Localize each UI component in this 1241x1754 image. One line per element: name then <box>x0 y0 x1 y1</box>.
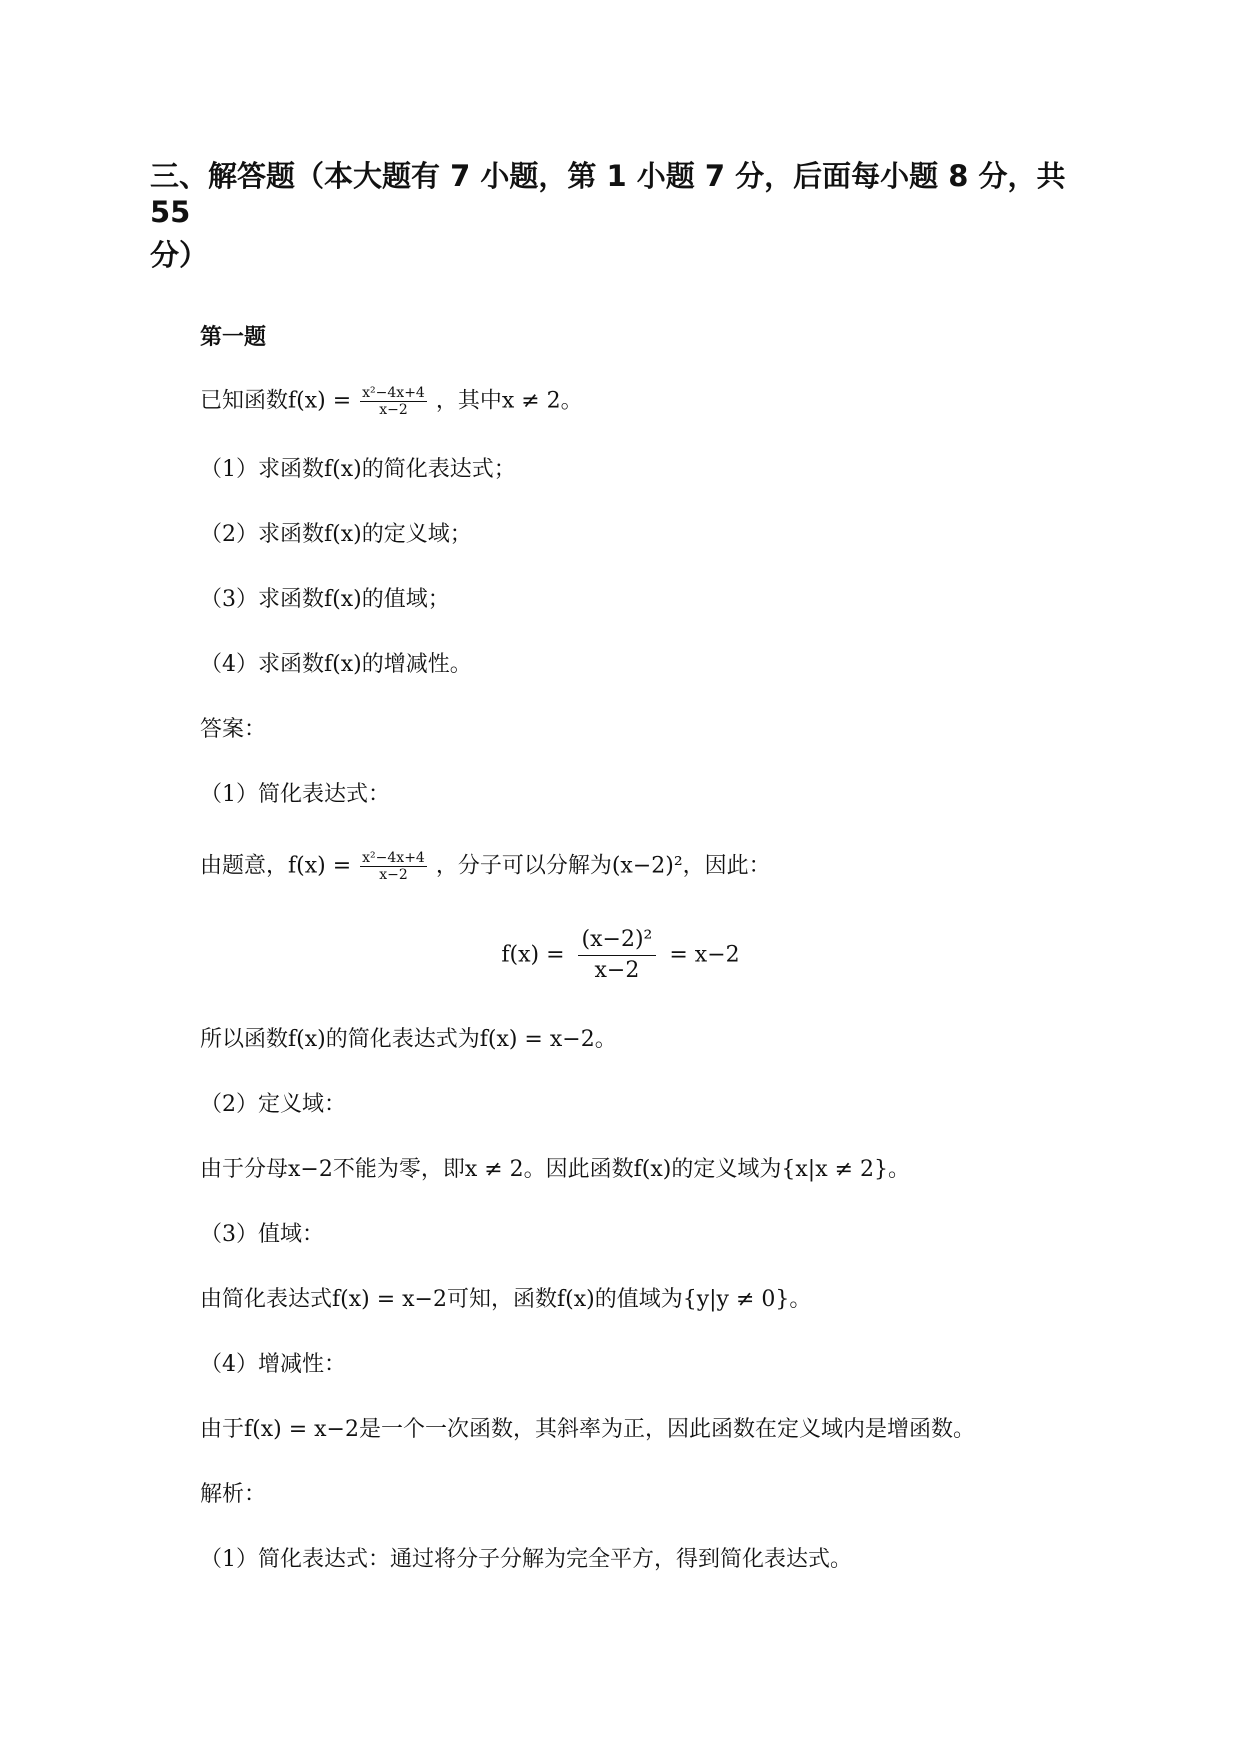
equation-left: f(x) = <box>501 942 565 968</box>
answer-p1-numerator: x²−4x+4 <box>362 850 425 866</box>
equation-fraction <box>578 925 657 986</box>
answer-part1-line <box>200 850 771 883</box>
answer-part4-title: （4）增减性： <box>200 1352 346 1377</box>
answer-part3-title: （3）值域： <box>200 1222 324 1247</box>
intro-numerator: x²−4x+4 <box>362 385 425 401</box>
answer-p1-denominator: x−2 <box>379 867 408 883</box>
intro-suffix: ，其中x ≠ 2。 <box>435 388 583 414</box>
equation-right: = x−2 <box>669 942 740 968</box>
answer-label: 答案： <box>200 717 267 742</box>
section-heading-line2: 分） <box>150 238 209 272</box>
question-title: 第一题 <box>200 325 267 350</box>
answer-part2-text: 由于分母x−2不能为零，即x ≠ 2。因此函数f(x)的定义域为{x|x ≠ 2}。 <box>200 1157 911 1182</box>
answer-part2-title: （2）定义域： <box>200 1092 346 1117</box>
answer-part1-title: （1）简化表达式： <box>200 782 390 807</box>
analysis-part1: （1）简化表达式：通过将分子分解为完全平方，得到简化表达式。 <box>200 1547 852 1572</box>
answer-part4-text: 由于f(x) = x−2是一个一次函数，其斜率为正，因此函数在定义域内是增函数。 <box>200 1417 975 1442</box>
intro-prefix: 已知函数f(x) = <box>200 388 352 414</box>
analysis-label: 解析： <box>200 1482 267 1507</box>
equation-denominator: x−2 <box>594 958 640 983</box>
section-heading-line1: 三、解答题（本大题有 7 小题，第 1 小题 7 分，后面每小题 8 分，共 55 <box>150 159 1066 229</box>
equation-numerator: (x−2)² <box>578 925 657 956</box>
answer-p1-suffix: ，分子可以分解为(x−2)²，因此： <box>435 853 771 879</box>
question-intro <box>200 385 583 418</box>
answer-p1-prefix: 由题意，f(x) = <box>200 853 352 879</box>
display-equation <box>0 925 1241 986</box>
question-item-1: （1）求函数f(x)的简化表达式； <box>200 457 516 482</box>
intro-fraction <box>360 385 427 418</box>
answer-part3-text: 由简化表达式f(x) = x−2可知，函数f(x)的值域为{y|y ≠ 0}。 <box>200 1287 812 1312</box>
question-item-2: （2）求函数f(x)的定义域； <box>200 522 472 547</box>
intro-denominator: x−2 <box>379 402 408 418</box>
question-item-3: （3）求函数f(x)的值域； <box>200 587 450 612</box>
answer-p1-fraction <box>360 850 427 883</box>
question-item-4: （4）求函数f(x)的增减性。 <box>200 652 472 677</box>
answer-part1-conclusion: 所以函数f(x)的简化表达式为f(x) = x−2。 <box>200 1027 617 1052</box>
